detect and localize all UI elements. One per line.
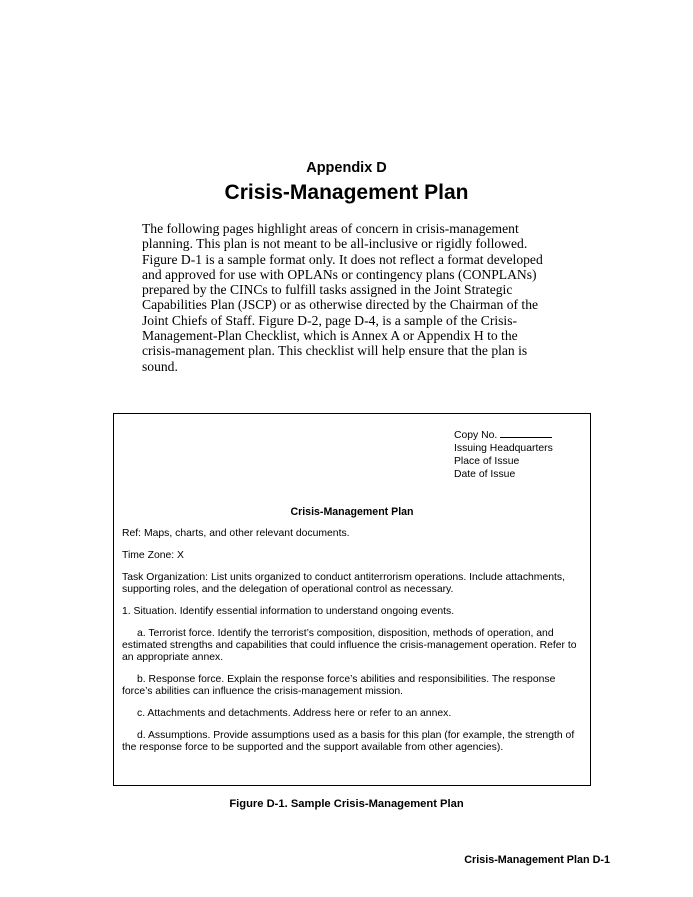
intro-line: Capabilities Plan (JSCP) or as otherwise directed by the Chairman of the: [142, 297, 539, 313]
copy-block: [454, 428, 553, 481]
intro-line: Joint Chiefs of Staff. Figure D-2, page D-4, is a sample of the Crisis-: [142, 312, 518, 328]
intro-line: crisis-management plan. This checklist will help ensure that the plan is: [142, 343, 528, 359]
figure-d1-box: [113, 413, 591, 786]
plan-title: Crisis-Management Plan: [290, 506, 414, 518]
item-response-force: b. Response force. Explain the response force’s abilities and responsibilities. The response force’s abilities can influence the crisis-management mission.: [122, 674, 556, 697]
time-zone-line: Time Zone: X: [122, 550, 184, 561]
copy-no-line: [454, 428, 553, 442]
intro-line: Figure D-1 is a sample format only. It does not reflect a format developed: [142, 251, 543, 267]
item-assumptions: d. Assumptions. Provide assumptions used as a basis for this plan (for example, the strength of the response force to be supported and the support available from other agencies).: [122, 730, 575, 753]
item-terrorist-force: a. Terrorist force. Identify the terrorist’s composition, disposition, methods of operation, and estimated strengths and capabilities that could influence the crisis-management operation. Refer to an appropriate annex.: [122, 628, 577, 663]
task-organization: Task Organization: List units organized to conduct antiterrorism operations. Include attachments, supporting roles, and the delegation of operational control as necessary.: [122, 572, 565, 595]
intro-line: sound.: [142, 358, 178, 374]
place-of-issue: Place of Issue: [454, 456, 520, 467]
intro-paragraph: [142, 221, 574, 374]
issuing-headquarters: Issuing Headquarters: [454, 443, 553, 454]
date-of-issue: Date of Issue: [454, 469, 516, 480]
plan-body: [122, 528, 588, 764]
intro-line: and approved for use with OPLANs or contingency plans (CONPLANs): [142, 266, 537, 282]
ref-line: Ref: Maps, charts, and other relevant documents.: [122, 528, 350, 539]
copy-no-label: Copy No.: [454, 430, 498, 441]
intro-line: prepared by the CINCs to fulfill tasks assigned in the Joint Strategic: [142, 282, 513, 298]
appendix-label: Appendix D: [306, 160, 387, 176]
intro-line: The following pages highlight areas of concern in crisis-management: [142, 221, 519, 236]
page-footer: Crisis-Management Plan D-1: [464, 854, 610, 866]
intro-line: planning. This plan is not meant to be all-inclusive or rigidly followed.: [142, 236, 528, 252]
copy-no-blank: [500, 428, 552, 438]
figure-caption: Figure D-1. Sample Crisis-Management Plan: [229, 798, 464, 810]
item-attachments: c. Attachments and detachments. Address here or refer to an annex.: [137, 708, 452, 719]
situation-heading: 1. Situation. Identify essential information to understand ongoing events.: [122, 606, 455, 617]
page-title: Crisis-Management Plan: [224, 181, 469, 204]
intro-line: Management-Plan Checklist, which is Annex A or Appendix H to the: [142, 328, 518, 344]
